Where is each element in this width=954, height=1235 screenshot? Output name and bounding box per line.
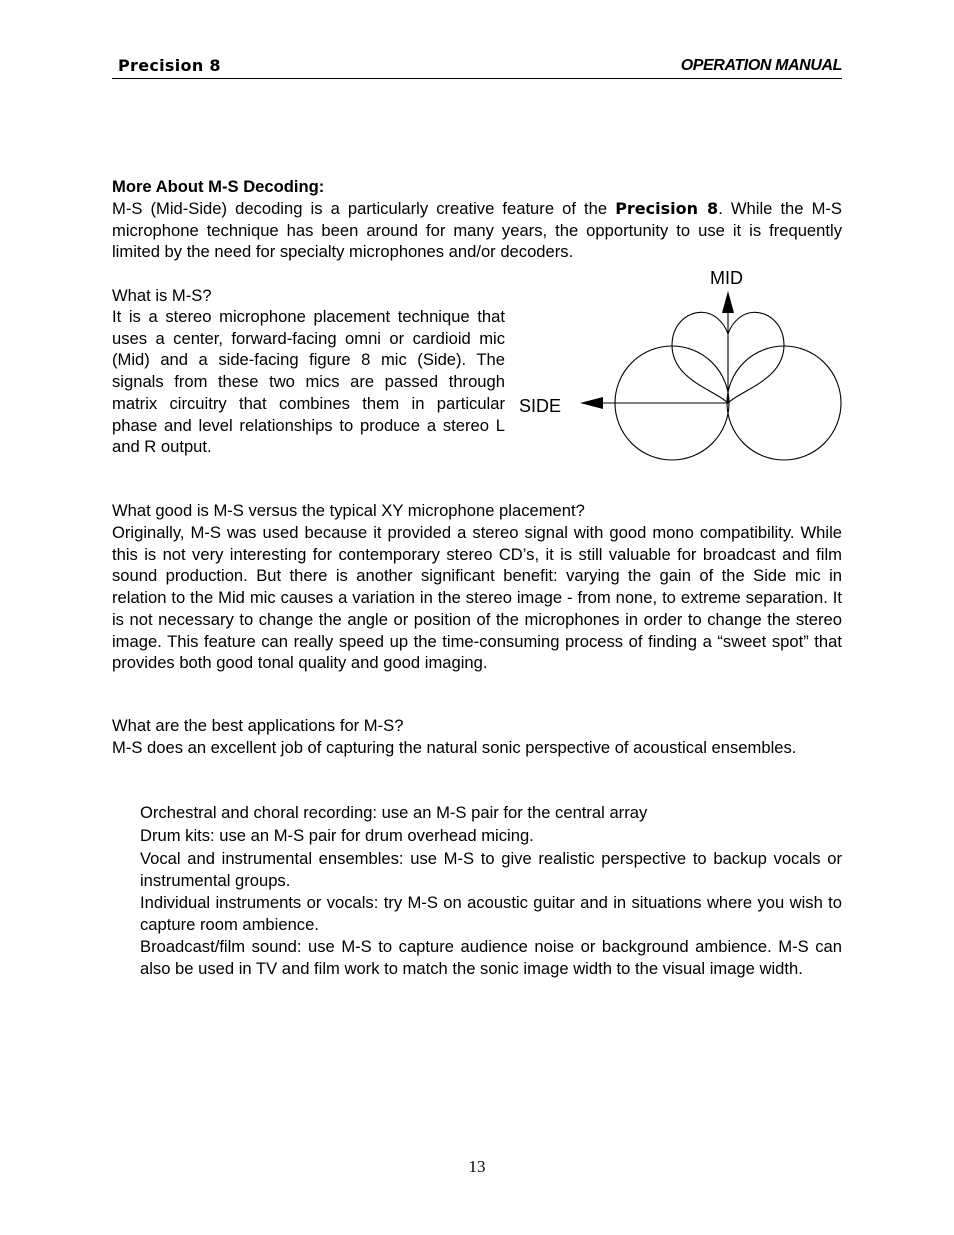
intro-text-before: M-S (Mid-Side) decoding is a particularly creative feature of the: [112, 199, 616, 218]
header-manual-title: OPERATION MANUAL: [680, 57, 842, 74]
what-good-answer: Originally, M-S was used because it provided a stereo signal with good mono compatibility. While this is not very interesting for contemporary stereo CD’s, it is still valuable for broadcast and film sound production. But there is another significant benefit: varying the gain of the Side mic in relation to the Mid mic causes a variation in the stereo image - from none, to extreme separation. It is not necessary to change the angle or position of the microphones in order to change the stereo image. This feature can really speed up the time-consuming process of finding a “sweet spot” that provides both good tonal quality and good imaging.: [112, 523, 842, 673]
mid-label: MID: [710, 268, 743, 288]
mid-arrowhead: [722, 291, 734, 313]
application-item: Drum kits: use an M-S pair for drum overhead micing.: [140, 826, 534, 845]
what-good-question: What good is M-S versus the typical XY microphone placement?: [112, 501, 585, 520]
page-number: 13: [468, 1157, 486, 1176]
side-label: SIDE: [519, 396, 562, 416]
side-arrowhead: [580, 397, 603, 409]
application-item: Orchestral and choral recording: use an M-S pair for the central array: [140, 803, 648, 822]
ms-polar-svg: [512, 262, 852, 472]
application-item: Individual instruments or vocals: try M-S on acoustic guitar and in situations where you wish to capture room ambience.: [140, 893, 842, 934]
page-header: [112, 56, 842, 79]
intro-brand: Precision 8: [615, 199, 719, 218]
header-brand: Precision 8: [118, 56, 221, 75]
what-is-answer: It is a stereo microphone placement technique that uses a center, forward-facing omni or cardioid mic (Mid) and a side-facing figure 8 mic (Side). The signals from these two mics are passed through matrix circuitry that combines them in particular phase and level relationships to produce a stereo L and R output.: [112, 307, 505, 457]
application-item: Broadcast/film sound: use M-S to capture audience noise or background ambience. M-S can also be used in TV and film work to match the sonic image width to the visual image width.: [140, 937, 842, 978]
side-lobe-right: [727, 346, 841, 460]
section-title: More About M-S Decoding:: [112, 177, 325, 196]
intro-paragraph: [112, 198, 842, 263]
applications-question: What are the best applications for M-S?: [112, 716, 404, 735]
what-is-question: What is M-S?: [112, 286, 212, 305]
intro-text-after: . While the M-S microphone technique has been around for many years, the opportunity to use it is frequently limited by the need for specialty microphones and/or decoders.: [112, 199, 843, 262]
ms-polar-diagram: [512, 262, 852, 472]
application-item: Vocal and instrumental ensembles: use M-S to give realistic perspective to backup vocals or instrumental groups.: [140, 849, 842, 890]
applications-answer: M-S does an excellent job of capturing the natural sonic perspective of acoustical ensembles.: [112, 738, 797, 757]
